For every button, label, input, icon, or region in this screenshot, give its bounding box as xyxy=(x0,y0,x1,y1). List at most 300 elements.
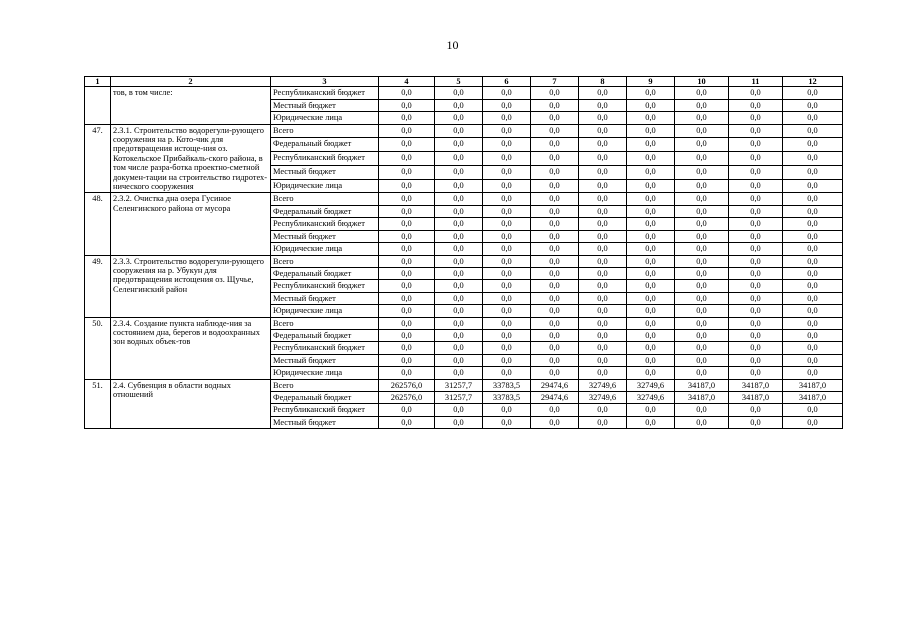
value-cell: 0,0 xyxy=(627,205,675,217)
value-cell: 29474,6 xyxy=(531,379,579,391)
value-cell: 0,0 xyxy=(729,99,783,111)
value-cell: 0,0 xyxy=(783,317,843,329)
value-cell: 0,0 xyxy=(379,165,435,179)
table-row xyxy=(85,193,843,205)
value-cell: 31257,7 xyxy=(435,379,483,391)
value-cell: 0,0 xyxy=(483,317,531,329)
value-cell: 0,0 xyxy=(379,305,435,317)
value-cell: 0,0 xyxy=(435,165,483,179)
value-cell: 0,0 xyxy=(579,99,627,111)
value-cell: 0,0 xyxy=(379,87,435,99)
value-cell: 0,0 xyxy=(729,112,783,124)
value-cell: 0,0 xyxy=(435,87,483,99)
value-cell: 0,0 xyxy=(531,165,579,179)
funding-source: Всего xyxy=(271,193,379,205)
measure-description: 2.3.2. Очистка дна озера Гусиное Селенгинского района от мусора xyxy=(111,193,271,255)
funding-source: Юридические лица xyxy=(271,305,379,317)
value-cell: 0,0 xyxy=(379,138,435,152)
value-cell: 0,0 xyxy=(729,87,783,99)
value-cell: 0,0 xyxy=(675,280,729,292)
value-cell: 0,0 xyxy=(675,112,729,124)
column-header: 7 xyxy=(531,77,579,87)
value-cell: 0,0 xyxy=(729,292,783,304)
value-cell: 0,0 xyxy=(379,152,435,166)
value-cell: 0,0 xyxy=(531,292,579,304)
table-row xyxy=(85,255,843,267)
value-cell: 0,0 xyxy=(729,205,783,217)
value-cell: 0,0 xyxy=(483,416,531,428)
value-cell: 0,0 xyxy=(379,267,435,279)
value-cell: 0,0 xyxy=(783,165,843,179)
value-cell: 0,0 xyxy=(483,230,531,242)
value-cell: 0,0 xyxy=(531,280,579,292)
value-cell: 0,0 xyxy=(483,267,531,279)
value-cell: 0,0 xyxy=(675,329,729,341)
value-cell: 0,0 xyxy=(783,193,843,205)
value-cell: 0,0 xyxy=(675,138,729,152)
value-cell: 0,0 xyxy=(627,354,675,366)
value-cell: 0,0 xyxy=(435,329,483,341)
value-cell: 0,0 xyxy=(729,317,783,329)
table-body xyxy=(85,87,843,429)
value-cell: 0,0 xyxy=(379,317,435,329)
row-number: 49. xyxy=(85,255,111,317)
value-cell: 0,0 xyxy=(435,292,483,304)
value-cell: 0,0 xyxy=(579,152,627,166)
value-cell: 34187,0 xyxy=(729,379,783,391)
value-cell: 0,0 xyxy=(783,255,843,267)
value-cell: 0,0 xyxy=(579,267,627,279)
value-cell: 33783,5 xyxy=(483,379,531,391)
value-cell: 0,0 xyxy=(379,329,435,341)
value-cell: 0,0 xyxy=(483,305,531,317)
value-cell: 0,0 xyxy=(579,354,627,366)
funding-source: Федеральный бюджет xyxy=(271,329,379,341)
value-cell: 0,0 xyxy=(579,112,627,124)
funding-source: Местный бюджет xyxy=(271,165,379,179)
value-cell: 0,0 xyxy=(579,416,627,428)
column-header: 2 xyxy=(111,77,271,87)
value-cell: 0,0 xyxy=(379,124,435,138)
column-header: 6 xyxy=(483,77,531,87)
measure-description: 2.3.4. Создание пункта наблюде-ния за состоянием дна, берегов и водоохранных зон водных объек-тов xyxy=(111,317,271,379)
value-cell: 0,0 xyxy=(379,243,435,255)
value-cell: 0,0 xyxy=(483,292,531,304)
value-cell: 0,0 xyxy=(531,404,579,416)
value-cell: 262576,0 xyxy=(379,379,435,391)
value-cell: 0,0 xyxy=(579,329,627,341)
value-cell: 0,0 xyxy=(675,152,729,166)
value-cell: 0,0 xyxy=(675,243,729,255)
funding-source: Юридические лица xyxy=(271,367,379,379)
funding-source: Республиканский бюджет xyxy=(271,152,379,166)
funding-source: Местный бюджет xyxy=(271,292,379,304)
value-cell: 0,0 xyxy=(729,342,783,354)
value-cell: 0,0 xyxy=(579,230,627,242)
value-cell: 0,0 xyxy=(379,292,435,304)
value-cell: 0,0 xyxy=(627,267,675,279)
funding-source: Всего xyxy=(271,255,379,267)
value-cell: 0,0 xyxy=(729,124,783,138)
value-cell: 0,0 xyxy=(483,354,531,366)
value-cell: 0,0 xyxy=(627,305,675,317)
value-cell: 0,0 xyxy=(783,404,843,416)
value-cell: 0,0 xyxy=(675,230,729,242)
value-cell: 34187,0 xyxy=(783,391,843,403)
value-cell: 0,0 xyxy=(675,179,729,193)
value-cell: 0,0 xyxy=(379,404,435,416)
funding-source: Республиканский бюджет xyxy=(271,280,379,292)
value-cell: 0,0 xyxy=(627,87,675,99)
value-cell: 0,0 xyxy=(627,230,675,242)
value-cell: 0,0 xyxy=(531,218,579,230)
value-cell: 0,0 xyxy=(379,342,435,354)
value-cell: 0,0 xyxy=(627,292,675,304)
value-cell: 0,0 xyxy=(627,367,675,379)
value-cell: 0,0 xyxy=(435,305,483,317)
funding-source: Республиканский бюджет xyxy=(271,342,379,354)
value-cell: 0,0 xyxy=(435,280,483,292)
value-cell: 0,0 xyxy=(579,179,627,193)
value-cell: 0,0 xyxy=(379,205,435,217)
value-cell: 0,0 xyxy=(783,179,843,193)
value-cell: 0,0 xyxy=(531,243,579,255)
value-cell: 32749,6 xyxy=(579,391,627,403)
value-cell: 0,0 xyxy=(531,179,579,193)
funding-source: Всего xyxy=(271,379,379,391)
funding-source: Республиканский бюджет xyxy=(271,218,379,230)
value-cell: 0,0 xyxy=(531,112,579,124)
value-cell: 0,0 xyxy=(627,124,675,138)
value-cell: 0,0 xyxy=(435,243,483,255)
value-cell: 0,0 xyxy=(531,124,579,138)
value-cell: 0,0 xyxy=(579,404,627,416)
value-cell: 0,0 xyxy=(483,404,531,416)
value-cell: 0,0 xyxy=(627,152,675,166)
value-cell: 0,0 xyxy=(379,179,435,193)
row-number: 47. xyxy=(85,124,111,193)
value-cell: 0,0 xyxy=(435,342,483,354)
value-cell: 34187,0 xyxy=(729,391,783,403)
table-row xyxy=(85,87,843,99)
value-cell: 0,0 xyxy=(435,205,483,217)
value-cell: 0,0 xyxy=(435,124,483,138)
value-cell: 0,0 xyxy=(675,317,729,329)
value-cell: 0,0 xyxy=(675,292,729,304)
value-cell: 0,0 xyxy=(435,267,483,279)
funding-source: Местный бюджет xyxy=(271,230,379,242)
value-cell: 0,0 xyxy=(531,87,579,99)
value-cell: 0,0 xyxy=(579,138,627,152)
column-header: 4 xyxy=(379,77,435,87)
value-cell: 0,0 xyxy=(783,280,843,292)
value-cell: 0,0 xyxy=(783,243,843,255)
value-cell: 0,0 xyxy=(729,267,783,279)
value-cell: 0,0 xyxy=(435,255,483,267)
table-row xyxy=(85,379,843,391)
value-cell: 0,0 xyxy=(783,416,843,428)
funding-source: Всего xyxy=(271,317,379,329)
value-cell: 0,0 xyxy=(675,267,729,279)
value-cell: 0,0 xyxy=(579,165,627,179)
value-cell: 0,0 xyxy=(783,87,843,99)
value-cell: 0,0 xyxy=(483,179,531,193)
value-cell: 0,0 xyxy=(783,124,843,138)
value-cell: 0,0 xyxy=(729,354,783,366)
value-cell: 0,0 xyxy=(579,342,627,354)
value-cell: 0,0 xyxy=(729,179,783,193)
value-cell: 0,0 xyxy=(435,112,483,124)
value-cell: 0,0 xyxy=(675,342,729,354)
value-cell: 0,0 xyxy=(579,305,627,317)
row-number: 50. xyxy=(85,317,111,379)
value-cell: 0,0 xyxy=(675,305,729,317)
value-cell: 0,0 xyxy=(627,255,675,267)
value-cell: 0,0 xyxy=(531,193,579,205)
value-cell: 0,0 xyxy=(531,416,579,428)
funding-source: Юридические лица xyxy=(271,112,379,124)
value-cell: 262576,0 xyxy=(379,391,435,403)
value-cell: 0,0 xyxy=(483,99,531,111)
measure-description: 2.4. Субвенция в области водных отношений xyxy=(111,379,271,429)
value-cell: 0,0 xyxy=(531,138,579,152)
funding-source: Республиканский бюджет xyxy=(271,404,379,416)
value-cell: 0,0 xyxy=(379,354,435,366)
funding-source: Федеральный бюджет xyxy=(271,138,379,152)
value-cell: 0,0 xyxy=(435,152,483,166)
table-row xyxy=(85,124,843,138)
value-cell: 0,0 xyxy=(435,138,483,152)
value-cell: 0,0 xyxy=(531,367,579,379)
page-number: 10 xyxy=(446,38,459,52)
table-row xyxy=(85,317,843,329)
value-cell: 0,0 xyxy=(783,218,843,230)
value-cell: 0,0 xyxy=(627,317,675,329)
value-cell: 0,0 xyxy=(531,342,579,354)
value-cell: 0,0 xyxy=(675,124,729,138)
value-cell: 34187,0 xyxy=(675,379,729,391)
funding-source: Всего xyxy=(271,124,379,138)
value-cell: 0,0 xyxy=(675,193,729,205)
value-cell: 0,0 xyxy=(579,280,627,292)
value-cell: 0,0 xyxy=(379,367,435,379)
measure-description: тов, в том числе: xyxy=(111,87,271,124)
value-cell: 0,0 xyxy=(483,138,531,152)
value-cell: 33783,5 xyxy=(483,391,531,403)
value-cell: 0,0 xyxy=(783,152,843,166)
value-cell: 0,0 xyxy=(579,124,627,138)
column-header: 8 xyxy=(579,77,627,87)
value-cell: 0,0 xyxy=(379,230,435,242)
value-cell: 0,0 xyxy=(729,416,783,428)
funding-source: Федеральный бюджет xyxy=(271,391,379,403)
value-cell: 0,0 xyxy=(783,99,843,111)
value-cell: 0,0 xyxy=(435,354,483,366)
value-cell: 0,0 xyxy=(483,342,531,354)
value-cell: 0,0 xyxy=(483,218,531,230)
value-cell: 0,0 xyxy=(783,367,843,379)
value-cell: 0,0 xyxy=(729,367,783,379)
column-header: 3 xyxy=(271,77,379,87)
value-cell: 0,0 xyxy=(531,317,579,329)
value-cell: 0,0 xyxy=(675,99,729,111)
value-cell: 0,0 xyxy=(675,255,729,267)
value-cell: 0,0 xyxy=(379,112,435,124)
value-cell: 0,0 xyxy=(483,87,531,99)
value-cell: 0,0 xyxy=(435,367,483,379)
value-cell: 0,0 xyxy=(627,165,675,179)
value-cell: 0,0 xyxy=(627,112,675,124)
value-cell: 0,0 xyxy=(675,404,729,416)
value-cell: 0,0 xyxy=(729,404,783,416)
value-cell: 0,0 xyxy=(783,267,843,279)
value-cell: 0,0 xyxy=(627,179,675,193)
value-cell: 0,0 xyxy=(729,280,783,292)
funding-source: Федеральный бюджет xyxy=(271,205,379,217)
value-cell: 0,0 xyxy=(675,165,729,179)
value-cell: 0,0 xyxy=(783,112,843,124)
value-cell: 0,0 xyxy=(531,267,579,279)
value-cell: 0,0 xyxy=(531,152,579,166)
value-cell: 34187,0 xyxy=(783,379,843,391)
budget-table xyxy=(84,76,843,429)
value-cell: 0,0 xyxy=(627,138,675,152)
value-cell: 34187,0 xyxy=(675,391,729,403)
value-cell: 0,0 xyxy=(579,292,627,304)
value-cell: 0,0 xyxy=(435,404,483,416)
value-cell: 0,0 xyxy=(783,342,843,354)
value-cell: 0,0 xyxy=(675,205,729,217)
value-cell: 31257,7 xyxy=(435,391,483,403)
value-cell: 0,0 xyxy=(579,367,627,379)
value-cell: 0,0 xyxy=(783,329,843,341)
value-cell: 0,0 xyxy=(627,280,675,292)
value-cell: 0,0 xyxy=(483,152,531,166)
value-cell: 0,0 xyxy=(627,218,675,230)
value-cell: 0,0 xyxy=(483,367,531,379)
measure-description: 2.3.1. Строительство водорегули-рующего сооружения на р. Кото-чик для предотвращения истоще-ния оз. Котокельское Прибайкаль-ского района, в том числе разра-ботка проектно-сметной докумен-тации на строительство гидротех-нического сооружения xyxy=(111,124,271,193)
value-cell: 0,0 xyxy=(483,280,531,292)
value-cell: 0,0 xyxy=(783,305,843,317)
value-cell: 0,0 xyxy=(729,255,783,267)
value-cell: 0,0 xyxy=(627,416,675,428)
value-cell: 0,0 xyxy=(729,218,783,230)
row-number: 48. xyxy=(85,193,111,255)
value-cell: 0,0 xyxy=(579,87,627,99)
column-header: 12 xyxy=(783,77,843,87)
value-cell: 0,0 xyxy=(783,138,843,152)
value-cell: 0,0 xyxy=(531,230,579,242)
value-cell: 0,0 xyxy=(483,193,531,205)
value-cell: 0,0 xyxy=(531,305,579,317)
value-cell: 0,0 xyxy=(531,99,579,111)
row-number: 51. xyxy=(85,379,111,429)
value-cell: 0,0 xyxy=(379,193,435,205)
value-cell: 0,0 xyxy=(627,329,675,341)
column-header: 10 xyxy=(675,77,729,87)
funding-source: Местный бюджет xyxy=(271,99,379,111)
value-cell: 0,0 xyxy=(675,354,729,366)
value-cell: 0,0 xyxy=(675,87,729,99)
value-cell: 0,0 xyxy=(579,218,627,230)
value-cell: 0,0 xyxy=(783,354,843,366)
value-cell: 0,0 xyxy=(483,205,531,217)
value-cell: 0,0 xyxy=(379,99,435,111)
value-cell: 0,0 xyxy=(579,193,627,205)
funding-source: Федеральный бюджет xyxy=(271,267,379,279)
value-cell: 0,0 xyxy=(627,404,675,416)
value-cell: 32749,6 xyxy=(627,379,675,391)
value-cell: 0,0 xyxy=(729,305,783,317)
value-cell: 0,0 xyxy=(483,124,531,138)
value-cell: 0,0 xyxy=(675,416,729,428)
value-cell: 0,0 xyxy=(579,205,627,217)
column-header: 11 xyxy=(729,77,783,87)
value-cell: 0,0 xyxy=(729,230,783,242)
funding-source: Местный бюджет xyxy=(271,354,379,366)
value-cell: 0,0 xyxy=(675,218,729,230)
value-cell: 0,0 xyxy=(627,193,675,205)
value-cell: 0,0 xyxy=(435,230,483,242)
value-cell: 0,0 xyxy=(483,329,531,341)
column-header: 5 xyxy=(435,77,483,87)
value-cell: 0,0 xyxy=(627,99,675,111)
funding-source: Юридические лица xyxy=(271,243,379,255)
value-cell: 0,0 xyxy=(579,255,627,267)
value-cell: 0,0 xyxy=(627,243,675,255)
value-cell: 0,0 xyxy=(483,112,531,124)
value-cell: 0,0 xyxy=(435,99,483,111)
value-cell: 0,0 xyxy=(379,416,435,428)
value-cell: 0,0 xyxy=(783,230,843,242)
value-cell: 32749,6 xyxy=(579,379,627,391)
value-cell: 0,0 xyxy=(531,329,579,341)
value-cell: 0,0 xyxy=(729,165,783,179)
value-cell: 0,0 xyxy=(435,193,483,205)
value-cell: 0,0 xyxy=(729,193,783,205)
value-cell: 0,0 xyxy=(579,317,627,329)
row-number xyxy=(85,87,111,124)
column-header: 1 xyxy=(85,77,111,87)
value-cell: 0,0 xyxy=(729,138,783,152)
value-cell: 0,0 xyxy=(435,416,483,428)
value-cell: 0,0 xyxy=(675,367,729,379)
header-row xyxy=(85,77,843,87)
value-cell: 0,0 xyxy=(627,342,675,354)
value-cell: 32749,6 xyxy=(627,391,675,403)
value-cell: 0,0 xyxy=(579,243,627,255)
value-cell: 0,0 xyxy=(435,179,483,193)
value-cell: 0,0 xyxy=(379,218,435,230)
value-cell: 0,0 xyxy=(783,292,843,304)
value-cell: 0,0 xyxy=(531,255,579,267)
value-cell: 0,0 xyxy=(783,205,843,217)
value-cell: 0,0 xyxy=(435,317,483,329)
funding-source: Юридические лица xyxy=(271,179,379,193)
value-cell: 0,0 xyxy=(379,280,435,292)
value-cell: 0,0 xyxy=(379,255,435,267)
measure-description: 2.3.3. Строительство водорегули-рующего сооружения на р. Убукун для предотвращения истощения оз. Щучье, Селенгинский район xyxy=(111,255,271,317)
value-cell: 0,0 xyxy=(729,243,783,255)
value-cell: 0,0 xyxy=(483,255,531,267)
funding-source: Местный бюджет xyxy=(271,416,379,428)
value-cell: 0,0 xyxy=(729,152,783,166)
value-cell: 0,0 xyxy=(531,205,579,217)
column-header: 9 xyxy=(627,77,675,87)
funding-source: Республиканский бюджет xyxy=(271,87,379,99)
value-cell: 0,0 xyxy=(531,354,579,366)
value-cell: 0,0 xyxy=(729,329,783,341)
